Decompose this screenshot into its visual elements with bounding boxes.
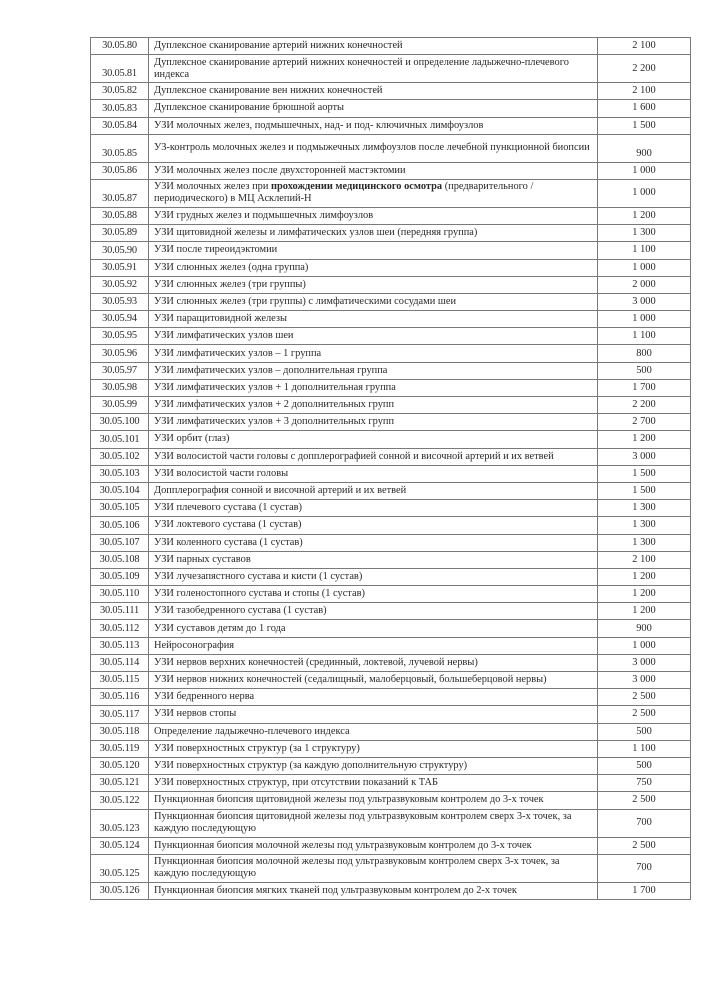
- table-row: [91, 162, 691, 179]
- price-table-body: [91, 38, 691, 900]
- service-code: 30.05.83: [91, 100, 149, 117]
- service-code: 30.05.82: [91, 83, 149, 100]
- table-row: [91, 397, 691, 414]
- table-row: [91, 706, 691, 723]
- service-name: УЗИ молочных желез после двухсторонней мастэктомии: [149, 162, 598, 179]
- table-row: [91, 259, 691, 276]
- service-code: 30.05.109: [91, 568, 149, 585]
- table-row: [91, 117, 691, 134]
- service-name: УЗИ плечевого сустава (1 сустав): [149, 500, 598, 517]
- service-code: 30.05.114: [91, 654, 149, 671]
- service-code: 30.05.97: [91, 362, 149, 379]
- service-name: Пункционная биопсия мягких тканей под ультразвуковым контролем до 2-х точек: [149, 882, 598, 899]
- service-price: 1 500: [598, 465, 691, 482]
- service-name: УЗИ слюнных желез (три группы): [149, 276, 598, 293]
- service-price: 2 500: [598, 792, 691, 809]
- service-name: УЗИ голеностопного сустава и стопы (1 сустав): [149, 586, 598, 603]
- service-code: 30.05.115: [91, 672, 149, 689]
- table-row: [91, 448, 691, 465]
- table-row: [91, 757, 691, 774]
- service-price: 1 200: [598, 207, 691, 224]
- service-code: 30.05.124: [91, 837, 149, 854]
- service-price: 1 200: [598, 586, 691, 603]
- service-price: 1 000: [598, 259, 691, 276]
- service-code: 30.05.116: [91, 689, 149, 706]
- table-row: [91, 242, 691, 259]
- service-name-emphasis: прохождении медицинского осмотра: [271, 181, 443, 193]
- table-row: [91, 55, 691, 83]
- table-row: [91, 654, 691, 671]
- service-name: Пункционная биопсия щитовидной железы под ультразвуковым контролем сверх 3-х точек, за каждую последующую: [149, 809, 598, 837]
- service-code: 30.05.121: [91, 775, 149, 792]
- table-row: [91, 38, 691, 55]
- service-name: Дуплексное сканирование артерий нижних конечностей: [149, 38, 598, 55]
- service-name: УЗИ лимфатических узлов шеи: [149, 328, 598, 345]
- table-row: [91, 603, 691, 620]
- service-name: УЗИ молочных желез, подмышечных, над- и под- ключичных лимфоузлов: [149, 117, 598, 134]
- service-code: 30.05.126: [91, 882, 149, 899]
- service-name: УЗИ нервов верхних конечностей (срединный, локтевой, лучевой нервы): [149, 654, 598, 671]
- table-row: [91, 414, 691, 431]
- service-name: Пункционная биопсия молочной железы под ультразвуковым контролем сверх 3-х точек, за каждую последующую: [149, 854, 598, 882]
- service-name-part: УЗИ молочных желез при: [154, 181, 272, 193]
- service-code: 30.05.100: [91, 414, 149, 431]
- service-price: 3 000: [598, 448, 691, 465]
- service-code: 30.05.99: [91, 397, 149, 414]
- service-code: 30.05.92: [91, 276, 149, 293]
- service-price: 3 000: [598, 672, 691, 689]
- table-row: [91, 379, 691, 396]
- table-row: [91, 517, 691, 534]
- table-row: [91, 328, 691, 345]
- service-code: 30.05.101: [91, 431, 149, 448]
- service-price: 1 000: [598, 311, 691, 328]
- service-name: УЗИ нервов стопы: [149, 706, 598, 723]
- service-name: УЗИ локтевого сустава (1 сустав): [149, 517, 598, 534]
- service-code: 30.05.111: [91, 603, 149, 620]
- service-name: УЗИ волосистой части головы с допплерографией сонной и височной артерий и их ветвей: [149, 448, 598, 465]
- service-name: УЗИ грудных желез и подмышечных лимфоузлов: [149, 207, 598, 224]
- table-row: [91, 637, 691, 654]
- service-name: Дуплексное сканирование брюшной аорты: [149, 100, 598, 117]
- table-row: [91, 482, 691, 499]
- table-row: [91, 362, 691, 379]
- service-price: 2 100: [598, 38, 691, 55]
- service-name: УЗИ поверхностных структур (за 1 структуру): [149, 740, 598, 757]
- service-name: УЗИ слюнных желез (три группы) с лимфатическими сосудами шеи: [149, 293, 598, 310]
- service-price: 500: [598, 362, 691, 379]
- table-row: [91, 83, 691, 100]
- service-code: 30.05.80: [91, 38, 149, 55]
- service-code: 30.05.106: [91, 517, 149, 534]
- service-name-part: (предварительного / периодического) в МЦ Асклепий-Н: [154, 181, 534, 205]
- service-price: 3 000: [598, 654, 691, 671]
- service-name: Пункционная биопсия молочной железы под ультразвуковым контролем до 3-х точек: [149, 837, 598, 854]
- table-row: [91, 740, 691, 757]
- service-name: УЗИ тазобедренного сустава (1 сустав): [149, 603, 598, 620]
- service-code: 30.05.93: [91, 293, 149, 310]
- service-price: 1 200: [598, 603, 691, 620]
- table-row: [91, 534, 691, 551]
- service-price: 1 700: [598, 882, 691, 899]
- service-code: 30.05.88: [91, 207, 149, 224]
- service-name: УЗИ лимфатических узлов + 1 дополнительная группа: [149, 379, 598, 396]
- table-row: [91, 792, 691, 809]
- table-row: [91, 276, 691, 293]
- table-row: [91, 568, 691, 585]
- service-code: 30.05.86: [91, 162, 149, 179]
- service-name: УЗИ поверхностных структур, при отсутствии показаний к ТАБ: [149, 775, 598, 792]
- table-row: [91, 225, 691, 242]
- service-price: 2 500: [598, 706, 691, 723]
- service-price: 1 100: [598, 328, 691, 345]
- service-price: 900: [598, 620, 691, 637]
- service-price: 2 200: [598, 397, 691, 414]
- service-price: 2 000: [598, 276, 691, 293]
- service-price: 2 500: [598, 837, 691, 854]
- service-name: УЗИ нервов нижних конечностей (седалищный, малоберцовый, большеберцовой нервы): [149, 672, 598, 689]
- service-price: 1 300: [598, 500, 691, 517]
- service-name: УЗИ суставов детям до 1 года: [149, 620, 598, 637]
- service-name: УЗИ слюнных желез (одна группа): [149, 259, 598, 276]
- service-code: 30.05.90: [91, 242, 149, 259]
- service-price: 2 500: [598, 689, 691, 706]
- service-price: 1 300: [598, 225, 691, 242]
- service-price: 1 300: [598, 534, 691, 551]
- service-code: 30.05.107: [91, 534, 149, 551]
- service-name: [149, 179, 598, 207]
- service-name: УЗИ коленного сустава (1 сустав): [149, 534, 598, 551]
- price-table: [90, 37, 691, 900]
- table-row: [91, 809, 691, 837]
- service-price: 700: [598, 854, 691, 882]
- table-row: [91, 500, 691, 517]
- table-row: [91, 100, 691, 117]
- service-name: УЗИ орбит (глаз): [149, 431, 598, 448]
- service-code: 30.05.104: [91, 482, 149, 499]
- service-code: 30.05.94: [91, 311, 149, 328]
- service-code: 30.05.91: [91, 259, 149, 276]
- service-price: 1 100: [598, 740, 691, 757]
- service-price: 500: [598, 723, 691, 740]
- service-price: 2 700: [598, 414, 691, 431]
- service-code: 30.05.105: [91, 500, 149, 517]
- service-name: УЗИ паращитовидной железы: [149, 311, 598, 328]
- service-code: 30.05.85: [91, 134, 149, 162]
- service-code: 30.05.89: [91, 225, 149, 242]
- service-name: Дуплексное сканирование артерий нижних конечностей и определение ладыжечно-плечевого индекса: [149, 55, 598, 83]
- service-name: Нейросонография: [149, 637, 598, 654]
- service-code: 30.05.96: [91, 345, 149, 362]
- service-price: 2 100: [598, 551, 691, 568]
- service-code: 30.05.87: [91, 179, 149, 207]
- service-code: 30.05.118: [91, 723, 149, 740]
- service-name: Дуплексное сканирование вен нижних конечностей: [149, 83, 598, 100]
- service-code: 30.05.112: [91, 620, 149, 637]
- service-price: 1 200: [598, 568, 691, 585]
- table-row: [91, 465, 691, 482]
- service-code: 30.05.120: [91, 757, 149, 774]
- service-name: УЗИ бедренного нерва: [149, 689, 598, 706]
- service-price: 700: [598, 809, 691, 837]
- table-row: [91, 345, 691, 362]
- service-price: 2 100: [598, 83, 691, 100]
- table-row: [91, 551, 691, 568]
- service-price: 1 500: [598, 117, 691, 134]
- service-price: 1 500: [598, 482, 691, 499]
- service-price: 1 200: [598, 431, 691, 448]
- service-name: УЗИ лучезапястного сустава и кисти (1 сустав): [149, 568, 598, 585]
- service-name: Допплерография сонной и височной артерий и их ветвей: [149, 482, 598, 499]
- table-row: [91, 207, 691, 224]
- service-name: Пункционная биопсия щитовидной железы под ультразвуковым контролем до 3-х точек: [149, 792, 598, 809]
- service-name: УЗИ лимфатических узлов + 2 дополнительных групп: [149, 397, 598, 414]
- service-code: 30.05.103: [91, 465, 149, 482]
- service-code: 30.05.108: [91, 551, 149, 568]
- service-price: 1 100: [598, 242, 691, 259]
- service-code: 30.05.125: [91, 854, 149, 882]
- table-row: [91, 882, 691, 899]
- service-code: 30.05.117: [91, 706, 149, 723]
- service-code: 30.05.84: [91, 117, 149, 134]
- table-row: [91, 179, 691, 207]
- service-name: УЗИ поверхностных структур (за каждую дополнительную структуру): [149, 757, 598, 774]
- service-name: Определение ладыжечно-плечевого индекса: [149, 723, 598, 740]
- service-name: УЗИ волосистой части головы: [149, 465, 598, 482]
- table-row: [91, 431, 691, 448]
- table-row: [91, 672, 691, 689]
- service-name: УЗ-контроль молочных желез и подмыжечных лимфоузлов после лечебной пункционной биопсии: [149, 134, 598, 162]
- service-price: 3 000: [598, 293, 691, 310]
- table-row: [91, 837, 691, 854]
- table-row: [91, 723, 691, 740]
- service-price: 1 000: [598, 162, 691, 179]
- service-price: 1 600: [598, 100, 691, 117]
- service-price: 1 000: [598, 637, 691, 654]
- service-price: 1 700: [598, 379, 691, 396]
- service-code: 30.05.122: [91, 792, 149, 809]
- service-price: 2 200: [598, 55, 691, 83]
- service-code: 30.05.119: [91, 740, 149, 757]
- service-code: 30.05.102: [91, 448, 149, 465]
- service-price: 500: [598, 757, 691, 774]
- service-price: 750: [598, 775, 691, 792]
- table-row: [91, 689, 691, 706]
- service-price: 800: [598, 345, 691, 362]
- service-code: 30.05.95: [91, 328, 149, 345]
- service-code: 30.05.123: [91, 809, 149, 837]
- service-code: 30.05.113: [91, 637, 149, 654]
- table-row: [91, 586, 691, 603]
- service-price: 1 000: [598, 179, 691, 207]
- price-list-page: [90, 37, 690, 900]
- table-row: [91, 854, 691, 882]
- service-code: 30.05.81: [91, 55, 149, 83]
- service-name: УЗИ щитовидной железы и лимфатических узлов шеи (передняя группа): [149, 225, 598, 242]
- table-row: [91, 134, 691, 162]
- service-name: УЗИ лимфатических узлов – 1 группа: [149, 345, 598, 362]
- service-price: 900: [598, 134, 691, 162]
- service-code: 30.05.110: [91, 586, 149, 603]
- service-name: УЗИ лимфатических узлов + 3 дополнительных групп: [149, 414, 598, 431]
- table-row: [91, 293, 691, 310]
- table-row: [91, 311, 691, 328]
- service-name: УЗИ после тиреоидэктомии: [149, 242, 598, 259]
- service-name: УЗИ лимфатических узлов – дополнительная группа: [149, 362, 598, 379]
- table-row: [91, 620, 691, 637]
- service-code: 30.05.98: [91, 379, 149, 396]
- service-name: УЗИ парных суставов: [149, 551, 598, 568]
- table-row: [91, 775, 691, 792]
- service-price: 1 300: [598, 517, 691, 534]
